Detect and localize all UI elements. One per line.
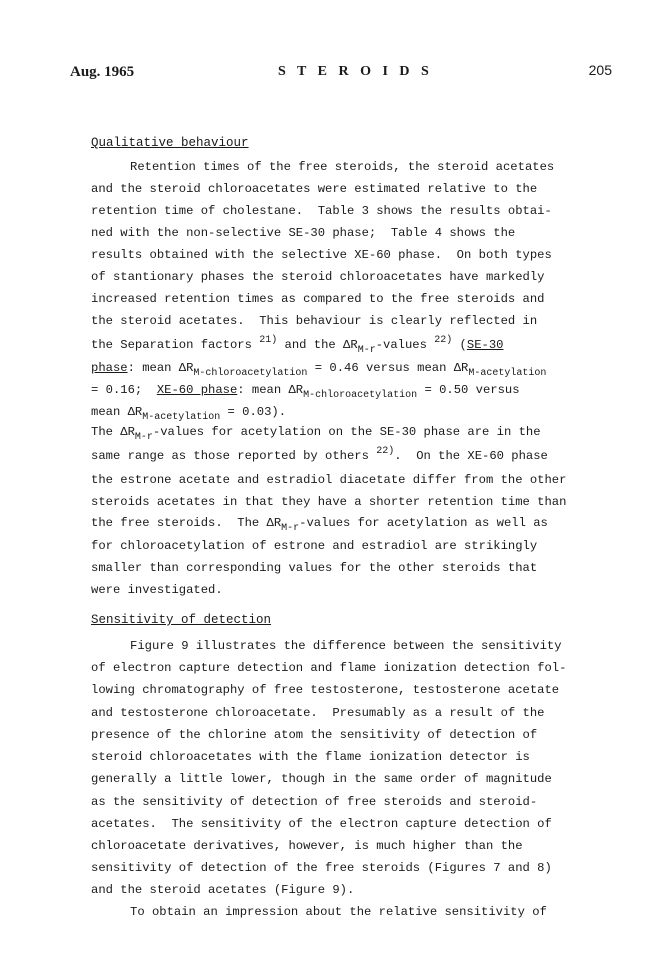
paragraph-line: as the sensitivity of detection of free steroids and steroid- (91, 795, 538, 809)
underlined-text: XE-60 phase (156, 383, 238, 397)
paragraph-line: the steroid acetates. This behaviour is clearly reflected in (91, 314, 538, 328)
paragraph-line (91, 361, 547, 379)
subscript: M-r (134, 432, 153, 443)
text-run: -values (375, 338, 435, 352)
text-run: . On the XE-60 phase (394, 449, 548, 463)
paragraph-line: of electron capture detection and flame ionization detection fol- (91, 661, 567, 675)
text-run: ( (452, 338, 467, 352)
text-run: -values for acetylation on the SE-30 phase are in the (152, 425, 541, 439)
text-run: : mean ΔR (127, 361, 194, 375)
paragraph-line (91, 446, 548, 463)
text-run: the free steroids. The ΔR (91, 516, 282, 530)
text-run: -values for acetylation as well as (299, 516, 548, 530)
paragraph-line: were investigated. (91, 583, 223, 597)
subscript: M-r (357, 345, 376, 356)
text-run: and the ΔR (277, 338, 358, 352)
text-run: = 0.50 versus (417, 383, 520, 397)
subscript: M-acetylation (142, 412, 221, 423)
reference-superscript: 22) (376, 446, 395, 457)
header-date: Aug. 1965 (70, 64, 135, 80)
paragraph-line: To obtain an impression about the relative sensitivity of (130, 905, 547, 919)
paragraph-line: and the steroid acetates (Figure 9). (91, 883, 355, 897)
paragraph-line: smaller than corresponding values for the other steroids that (91, 561, 538, 575)
paragraph-line: results obtained with the selective XE-60 phase. On both types (91, 248, 552, 262)
paragraph-line: the estrone acetate and estradiol diacetate differ from the other (91, 473, 567, 487)
paragraph-line (91, 335, 504, 356)
page-number: 205 (588, 62, 612, 78)
text-run: = 0.03). (220, 405, 287, 419)
text-run: same range as those reported by others (91, 449, 377, 463)
paragraph-line: and testosterone chloroacetate. Presumably as a result of the (91, 706, 545, 720)
paragraph-line: generally a little lower, though in the same order of magnitude (91, 772, 552, 786)
paragraph-line: for chloroacetylation of estrone and estradiol are strikingly (91, 539, 538, 553)
section-heading-sensitivity: Sensitivity of detection (91, 613, 272, 627)
text-run: = 0.16; (91, 383, 157, 397)
reference-superscript: 22) (434, 335, 453, 346)
paragraph-line: increased retention times as compared to the free steroids and (91, 292, 545, 306)
paragraph-line: chloroacetate derivatives, however, is much higher than the (91, 839, 523, 853)
reference-superscript: 21) (259, 335, 278, 346)
paragraph-line: of stantionary phases the steroid chloroacetates have markedly (91, 270, 545, 284)
header-journal-title: S T E R O I D S (278, 64, 433, 79)
paragraph-line: retention time of cholestane. Table 3 shows the results obtai- (91, 204, 552, 218)
paragraph-line: steroids acetates in that they have a shorter retention time than (91, 495, 567, 509)
text-run: : mean ΔR (237, 383, 304, 397)
paragraph-line: presence of the chlorine atom the sensitivity of detection of (91, 728, 538, 742)
paragraph-line: Retention times of the free steroids, the steroid acetates (130, 160, 555, 174)
underlined-text: SE-30 (466, 338, 504, 352)
paragraph-line (91, 383, 520, 401)
running-header (70, 64, 612, 88)
text-run: = 0.46 versus mean ΔR (307, 361, 469, 375)
paragraph-line (91, 405, 287, 423)
subscript: M-acetylation (468, 368, 547, 379)
subscript: M-chloroacetylation (303, 390, 418, 401)
paragraph-line: acetates. The sensitivity of the electron capture detection of (91, 817, 552, 831)
text-run: the Separation factors (91, 338, 260, 352)
subscript: M-r (281, 523, 300, 534)
underlined-text: phase (91, 361, 128, 375)
paragraph-line: ned with the non-selective SE-30 phase; Table 4 shows the (91, 226, 516, 240)
section-heading-qualitative: Qualitative behaviour (91, 136, 249, 150)
paragraph-line: and the steroid chloroacetates were estimated relative to the (91, 182, 538, 196)
subscript: M-chloroacetylation (193, 368, 308, 379)
text-run: The ΔR (91, 425, 135, 439)
text-run: mean ΔR (91, 405, 143, 419)
paragraph-line: steroid chloroacetates with the flame ionization detector is (91, 750, 530, 764)
paragraph-line (91, 425, 541, 443)
paragraph-line (91, 516, 548, 534)
paragraph-line: Figure 9 illustrates the difference between the sensitivity (130, 639, 562, 653)
paragraph-line: sensitivity of detection of the free steroids (Figures 7 and 8) (91, 861, 552, 875)
paragraph-line: lowing chromatography of free testosterone, testosterone acetate (91, 683, 560, 697)
